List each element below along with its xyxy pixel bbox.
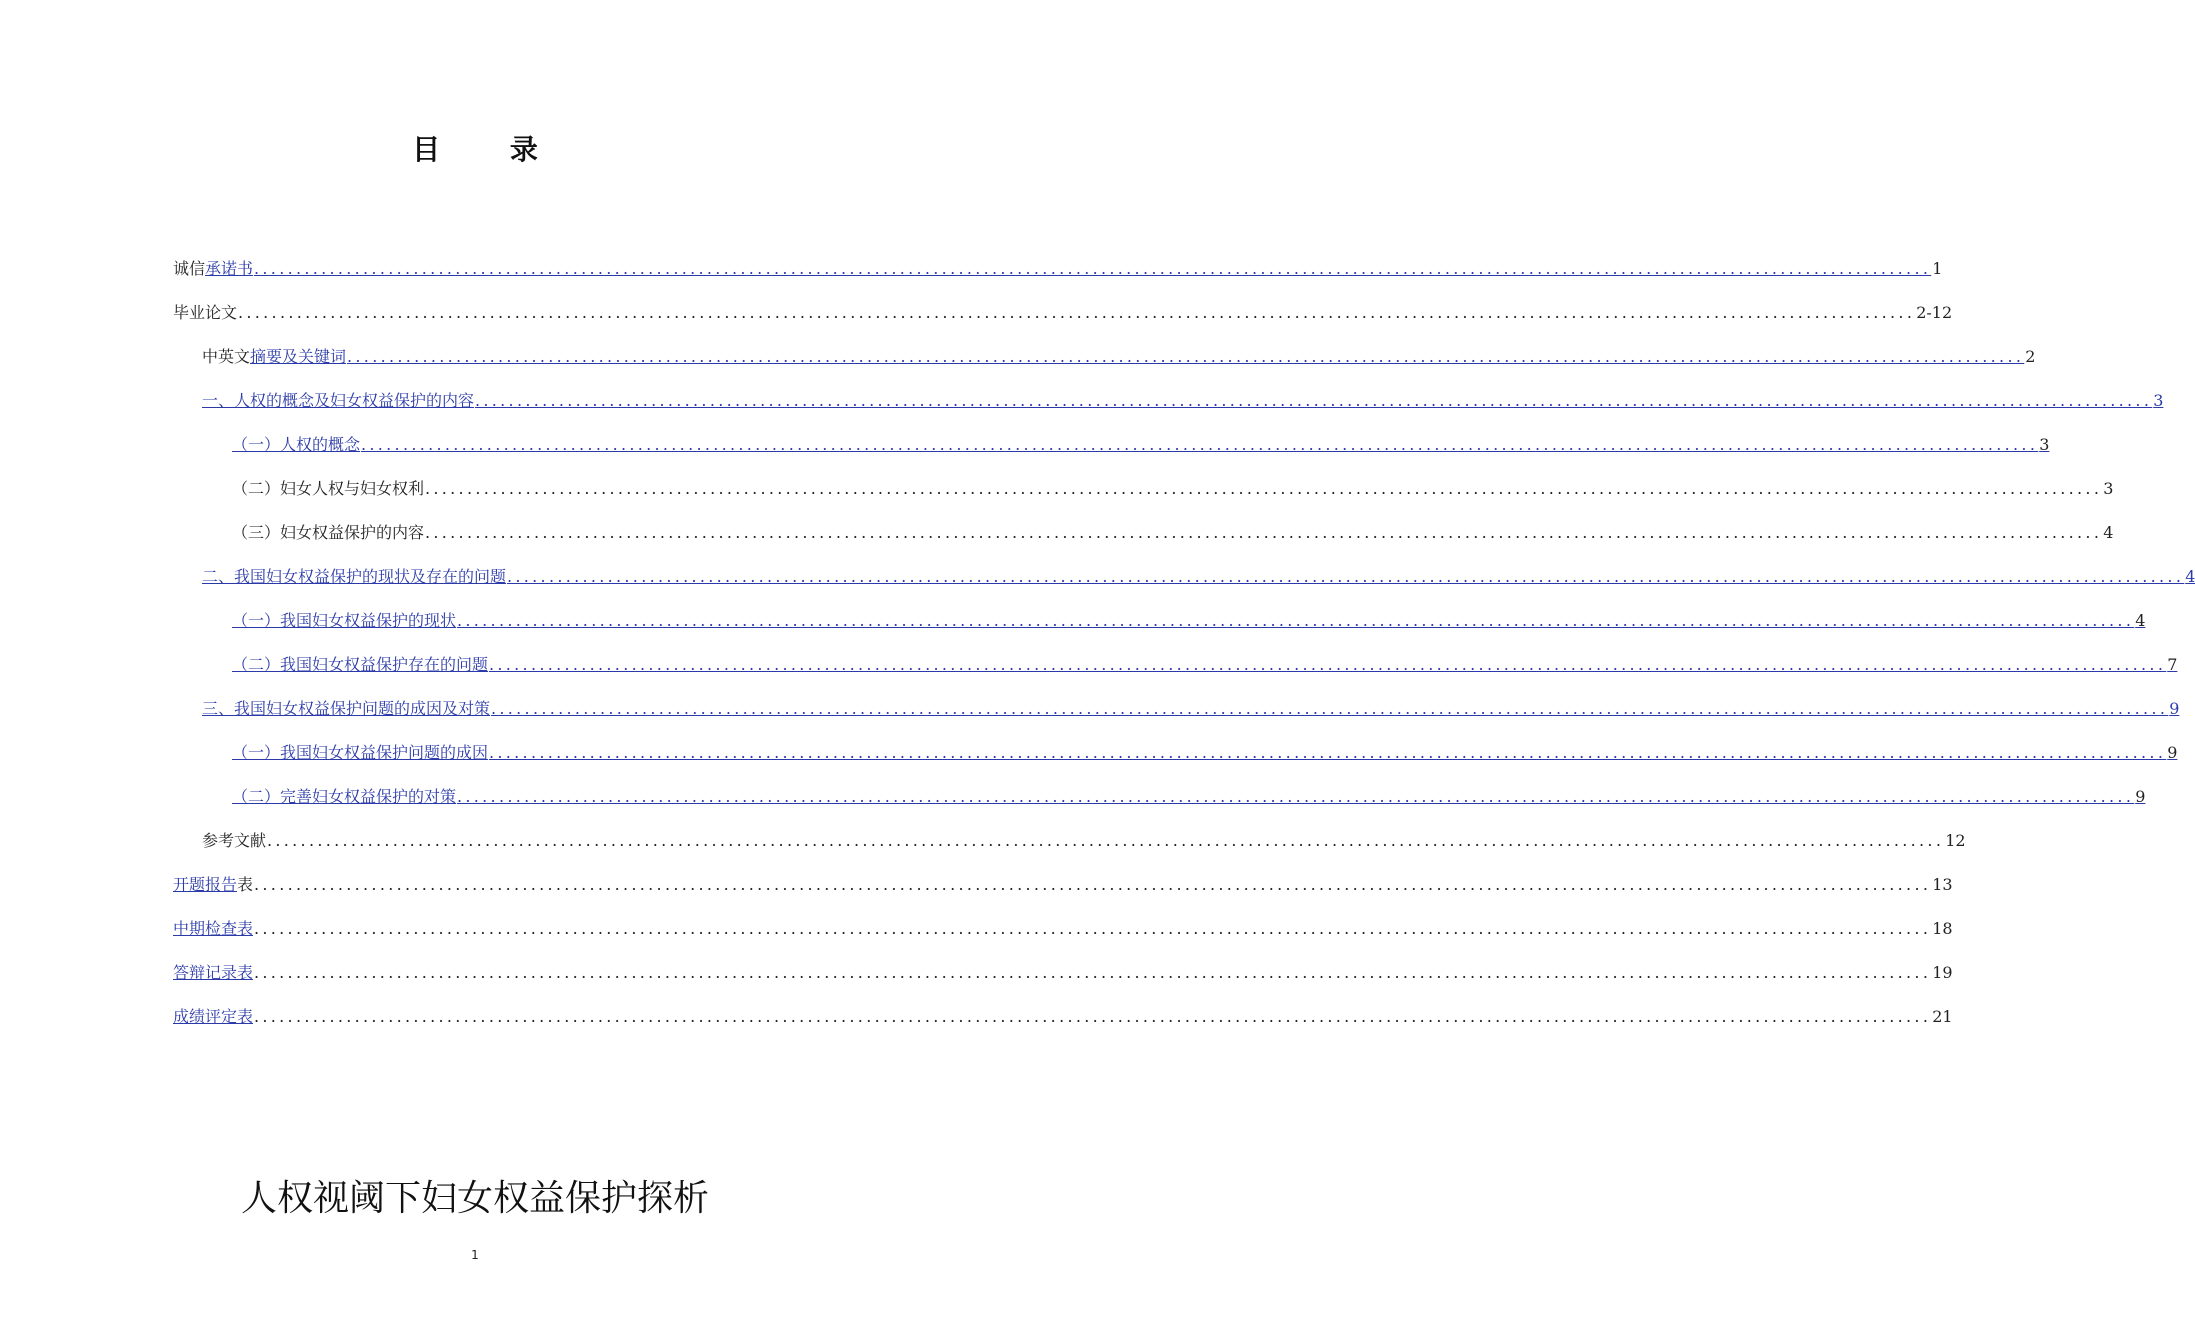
toc-entry-page: 19: [1932, 963, 1953, 982]
toc-entry-label: （一）我国妇女权益保护的现状: [232, 611, 457, 630]
toc-entry-section-3[interactable]: [202, 694, 2180, 720]
dot-leader: ........................................................................................................................................................................................................: [425, 523, 2103, 542]
toc-entry-proposal-report[interactable]: [173, 870, 1953, 896]
toc-entry-link[interactable]: 开题报告: [173, 875, 238, 894]
toc-entry-link[interactable]: 中期检查表: [173, 919, 254, 938]
toc-entry-link[interactable]: 摘要及关键词: [250, 347, 347, 366]
dot-leader: ........................................................................................................................................................................................................: [254, 259, 1932, 278]
dot-leader: ........................................................................................................................................................................................................: [347, 347, 2025, 366]
toc-entry-defense-record[interactable]: [173, 958, 1953, 984]
toc-entry-page: 4: [2103, 523, 2114, 542]
toc-entry-label: （二）我国妇女权益保护存在的问题: [232, 655, 489, 674]
toc-entry-page: 18: [1932, 919, 1953, 938]
toc-entry-section-2-2[interactable]: [232, 650, 2178, 676]
toc-entry-section-1-1[interactable]: [232, 430, 2050, 456]
dot-leader: ........................................................................................................................................................................................................: [457, 787, 2135, 806]
toc-entry-page: 4: [2135, 611, 2146, 630]
toc-entry-page: 2: [2025, 347, 2036, 366]
toc-entry-label: （二）完善妇女权益保护的对策: [232, 787, 457, 806]
toc-entry-section-2[interactable]: [202, 562, 2195, 588]
toc-entry-section-1-2[interactable]: [232, 474, 2114, 500]
page-number: 1: [471, 1248, 479, 1262]
toc-entry-abstract[interactable]: [202, 342, 2036, 368]
toc-entry-references[interactable]: [202, 826, 1966, 852]
dot-leader: ........................................................................................................................................................................................................: [254, 963, 1932, 982]
toc-entry-label: 一、人权的概念及妇女权益保护的内容: [202, 391, 475, 410]
toc-entry-page: 3: [2103, 479, 2114, 498]
toc-entry-label: （三）妇女权益保护的内容: [232, 523, 425, 542]
dot-leader: ........................................................................................................................................................................................................: [254, 875, 1932, 894]
toc-entry-section-3-1[interactable]: [232, 738, 2178, 764]
toc-entry-page: 1: [1932, 259, 1943, 278]
toc-entry-label: 二、我国妇女权益保护的现状及存在的问题: [202, 567, 507, 586]
dot-leader: ........................................................................................................................................................................................................: [361, 435, 2039, 454]
dot-leader: ........................................................................................................................................................................................................: [238, 303, 1916, 322]
toc-entry-page: 4: [2185, 567, 2195, 586]
toc-title: 目 录: [412, 133, 568, 166]
toc-entry-midterm-check[interactable]: [173, 914, 1953, 940]
dot-leader: ........................................................................................................................................................................................................: [425, 479, 2103, 498]
toc-entry-page: 3: [2153, 391, 2164, 410]
toc-entry-label: 参考文献: [202, 831, 267, 850]
toc-entry-page: 12: [1945, 831, 1966, 850]
dot-leader: ........................................................................................................................................................................................................: [489, 743, 2167, 762]
toc-entry-section-1[interactable]: [202, 386, 2164, 412]
toc-entry-page: 21: [1932, 1007, 1953, 1026]
dot-leader: ........................................................................................................................................................................................................: [491, 699, 2169, 718]
toc-entry-thesis[interactable]: [173, 298, 1953, 324]
toc-entry-page: 9: [2167, 743, 2178, 762]
toc-entry-label: 三、我国妇女权益保护问题的成因及对策: [202, 699, 491, 718]
toc-entry-page: 2-12: [1916, 303, 1953, 322]
toc-entry-page: 7: [2167, 655, 2178, 674]
dot-leader: ........................................................................................................................................................................................................: [254, 1007, 1932, 1026]
toc-entry-page: 9: [2169, 699, 2180, 718]
toc-entry-page: 9: [2135, 787, 2146, 806]
toc-entry-section-3-2[interactable]: [232, 782, 2146, 808]
dot-leader: ........................................................................................................................................................................................................: [475, 391, 2153, 410]
toc-entry-label: （二）妇女人权与妇女权利: [232, 479, 425, 498]
toc-entry-page: 3: [2039, 435, 2050, 454]
toc-entry-page: 13: [1932, 875, 1953, 894]
toc-entry-link[interactable]: 承诺书: [205, 259, 254, 278]
toc-entry-section-2-1[interactable]: [232, 606, 2146, 632]
dot-leader: ........................................................................................................................................................................................................: [267, 831, 1945, 850]
toc-entry-label: （一）人权的概念: [232, 435, 361, 454]
toc-entry-section-1-3[interactable]: [232, 518, 2114, 544]
dot-leader: ........................................................................................................................................................................................................: [507, 567, 2185, 586]
toc-entry-suffix: 表: [237, 875, 254, 894]
toc-entry-prefix: 中英文: [202, 347, 251, 366]
dot-leader: ........................................................................................................................................................................................................: [457, 611, 2135, 630]
toc-entry-link[interactable]: 成绩评定表: [173, 1007, 254, 1026]
toc-entry-label: 毕业论文: [173, 303, 238, 322]
dot-leader: ........................................................................................................................................................................................................: [254, 919, 1932, 938]
paper-title: 人权视阈下妇女权益保护探析: [240, 1178, 709, 1219]
toc-entry-label: （一）我国妇女权益保护问题的成因: [232, 743, 489, 762]
toc-entry-grade-evaluation[interactable]: [173, 1002, 1953, 1028]
dot-leader: ........................................................................................................................................................................................................: [489, 655, 2167, 674]
toc-entry-link[interactable]: 答辩记录表: [173, 963, 254, 982]
toc-entry-prefix: 诚信: [173, 259, 206, 278]
toc-entry-integrity-pledge[interactable]: [173, 254, 1943, 280]
